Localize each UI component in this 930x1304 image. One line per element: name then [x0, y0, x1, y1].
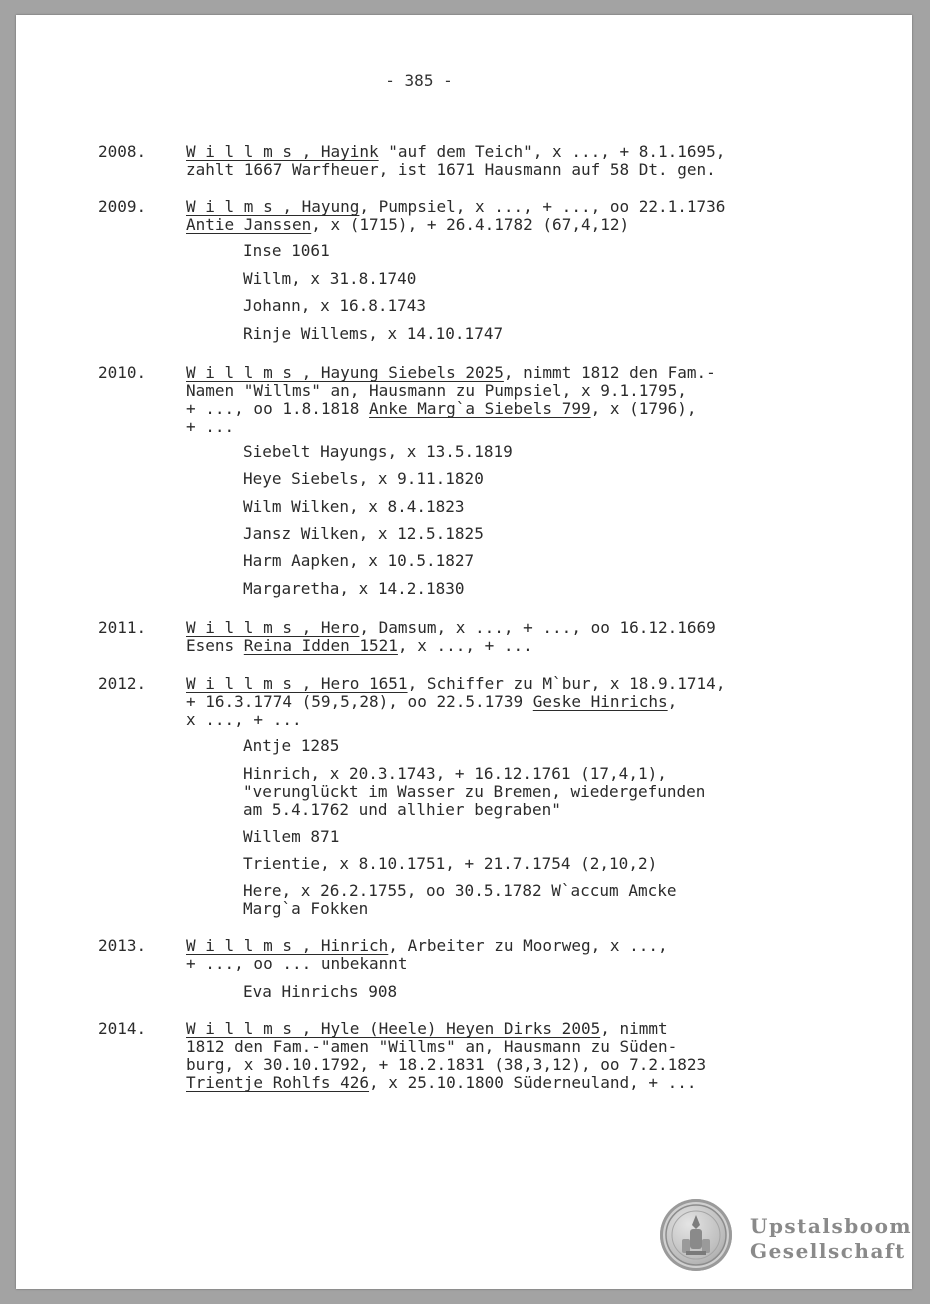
- underlined-name: W i l l m s , Hayink: [186, 142, 379, 161]
- entry-line: [186, 937, 826, 955]
- entry-line: [186, 382, 826, 400]
- entry-segment: , x ..., + ...: [397, 636, 533, 655]
- child-entry: Johann, x 16.8.1743: [243, 296, 427, 315]
- entry-number: 2010.: [98, 363, 147, 382]
- brand-logo-text: [750, 1214, 912, 1264]
- entry-segment: , Schiffer zu M`bur, x 18.9.1714,: [407, 674, 726, 693]
- entry-line: [186, 418, 826, 436]
- entry-line: [186, 693, 826, 711]
- underlined-name: Reina Idden 1521: [243, 636, 398, 655]
- entry-line: [186, 216, 826, 234]
- child-entry: Marg`a Fokken: [243, 899, 369, 918]
- entry-line: [186, 675, 826, 693]
- entry-segment: x ..., + ...: [186, 710, 302, 729]
- entry-segment: , Arbeiter zu Moorweg, x ...,: [388, 936, 668, 955]
- entry-number: 2011.: [98, 618, 147, 637]
- child-entry: Margaretha, x 14.2.1830: [243, 578, 465, 598]
- entry-segment: , x (1715), + 26.4.1782 (67,4,12): [311, 215, 630, 234]
- child-entry: Jansz Wilken, x 12.5.1825: [243, 523, 484, 543]
- underlined-name: W i l l m s , Hyle (Heele) Heyen Dirks 2005: [186, 1019, 601, 1038]
- entry-line: [186, 364, 826, 382]
- brand-line-1: Upstalsboom: [750, 1214, 913, 1238]
- entry-segment: ,: [667, 692, 678, 711]
- child-entry: Willm, x 31.8.1740: [243, 268, 417, 288]
- entry-segment: , x (1796),: [590, 399, 697, 418]
- entry-line: [186, 1038, 826, 1056]
- underlined-name: W i l l m s , Hinrich: [186, 936, 389, 955]
- child-entry: Harm Aapken, x 10.5.1827: [243, 551, 475, 571]
- entry-segment: + 16.3.1774 (59,5,28), oo 22.5.1739: [186, 692, 533, 711]
- entry-segment: + ..., oo ... unbekannt: [186, 954, 408, 973]
- child-entry: Eva Hinrichs 908: [243, 982, 398, 1001]
- entry-segment: , x 25.10.1800 Süderneuland, + ...: [369, 1073, 697, 1092]
- entry-segment: , Pumpsiel, x ..., + ..., oo 22.1.1736: [359, 197, 726, 216]
- entry-segment: + ...: [186, 417, 235, 436]
- entry-number: 2013.: [98, 936, 147, 955]
- child-entry: Wilm Wilken, x 8.4.1823: [243, 496, 465, 516]
- child-entry: Inse 1061: [243, 241, 330, 260]
- entry-segment: , nimmt: [600, 1019, 668, 1038]
- document-page: [16, 15, 912, 1289]
- child-entry: am 5.4.1762 und allhier begraben": [243, 800, 561, 819]
- entry-text: [186, 1020, 826, 1092]
- entry-segment: , nimmt 1812 den Fam.-: [503, 363, 716, 382]
- entry-text: [186, 619, 826, 655]
- entry-number: 2012.: [98, 674, 147, 693]
- underlined-name: Antie Janssen: [186, 215, 312, 234]
- entry-number: 2008.: [98, 142, 147, 161]
- child-entry: Trientie, x 8.10.1751, + 21.7.1754 (2,10,2): [243, 854, 658, 873]
- brand-line-2: Gesellschaft: [750, 1239, 906, 1263]
- entry-line: [186, 711, 826, 729]
- underlined-name: Trientje Rohlfs 426: [186, 1073, 370, 1092]
- entry-number: 2009.: [98, 197, 147, 216]
- entry-segment: Esens: [186, 636, 244, 655]
- page-number: - 385 -: [385, 71, 453, 90]
- entry-line: [186, 143, 826, 161]
- entry-segment: burg, x 30.10.1792, + 18.2.1831 (38,3,12), oo 7.2.1823: [186, 1055, 707, 1074]
- entry-line: [186, 1056, 826, 1074]
- entry-line: [186, 637, 826, 655]
- entry-line: [186, 198, 826, 216]
- child-entry: Willem 871: [243, 827, 340, 846]
- entry-segment: 1812 den Fam.-"amen "Willms" an, Hausmann zu Süden-: [186, 1037, 678, 1056]
- entry-text: [186, 937, 826, 973]
- child-entry: Rinje Willems, x 14.10.1747: [243, 323, 504, 343]
- entry-text: [186, 198, 826, 234]
- entry-text: [186, 675, 826, 729]
- entry-line: [186, 1074, 826, 1092]
- entry-text: [186, 364, 826, 436]
- entry-segment: "auf dem Teich", x ..., + 8.1.1695,: [378, 142, 726, 161]
- child-entry: Siebelt Hayungs, x 13.5.1819: [243, 442, 513, 461]
- child-entry: Heye Siebels, x 9.11.1820: [243, 469, 484, 489]
- entry-line: [186, 400, 826, 418]
- entry-line: [186, 955, 826, 973]
- entry-text: [186, 143, 826, 179]
- entry-segment: , Damsum, x ..., + ..., oo 16.12.1669: [359, 618, 716, 637]
- entry-line: [186, 619, 826, 637]
- seal-icon: [660, 1199, 732, 1271]
- child-entry: Here, x 26.2.1755, oo 30.5.1782 W`accum Amcke: [243, 881, 677, 900]
- entry-segment: zahlt 1667 Warfheuer, ist 1671 Hausmann auf 58 Dt. gen.: [186, 160, 716, 179]
- child-entry: "verunglückt im Wasser zu Bremen, wiedergefunden: [243, 782, 706, 801]
- underlined-name: Geske Hinrichs: [532, 692, 668, 711]
- entry-segment: + ..., oo 1.8.1818: [186, 399, 370, 418]
- underlined-name: Anke Marg`a Siebels 799: [369, 399, 591, 418]
- underlined-name: W i l l m s , Hero: [186, 618, 360, 637]
- child-entry: Hinrich, x 20.3.1743, + 16.12.1761 (17,4,1),: [243, 764, 667, 783]
- entry-line: [186, 161, 826, 179]
- entry-number: 2014.: [98, 1019, 147, 1038]
- child-entry: Antje 1285: [243, 736, 340, 755]
- underlined-name: W i l l m s , Hayung Siebels 2025: [186, 363, 504, 382]
- underlined-name: W i l l m s , Hero 1651: [186, 674, 408, 693]
- entry-segment: Namen "Willms" an, Hausmann zu Pumpsiel, x 9.1.1795,: [186, 381, 687, 400]
- underlined-name: W i l m s , Hayung: [186, 197, 360, 216]
- entry-line: [186, 1020, 826, 1038]
